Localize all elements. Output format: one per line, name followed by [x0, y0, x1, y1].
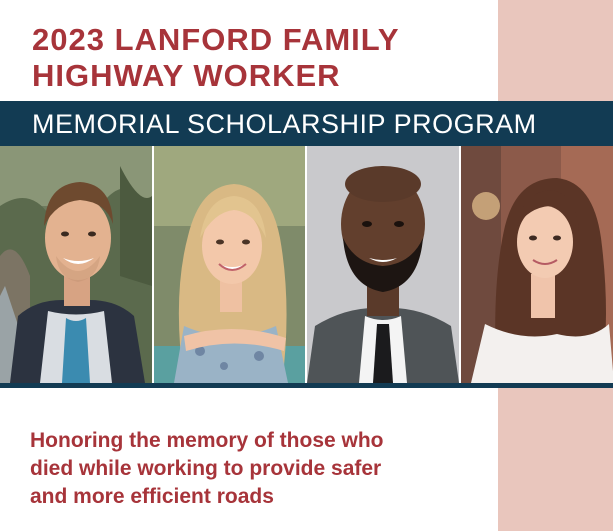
photo-bottom-divider [0, 383, 613, 388]
photo-strip [0, 146, 613, 383]
title-line-1: 2023 LANFORD FAMILY [32, 22, 400, 57]
banner-text: MEMORIAL SCHOLARSHIP PROGRAM [32, 109, 537, 139]
photo-man-suit [307, 146, 459, 383]
tagline-line-1: Honoring the memory of those who [30, 429, 384, 452]
title-banner [0, 101, 613, 146]
tagline-line-3: and more efficient roads [30, 485, 274, 508]
page-title [32, 22, 492, 94]
photo-young-man-outdoors [0, 146, 152, 383]
tagline [30, 427, 490, 511]
photo-young-woman-blonde [154, 146, 306, 383]
title-line-2: HIGHWAY WORKER [32, 58, 341, 93]
tagline-line-2: died while working to provide safer [30, 457, 382, 480]
photo-young-woman-brunette [461, 146, 613, 383]
